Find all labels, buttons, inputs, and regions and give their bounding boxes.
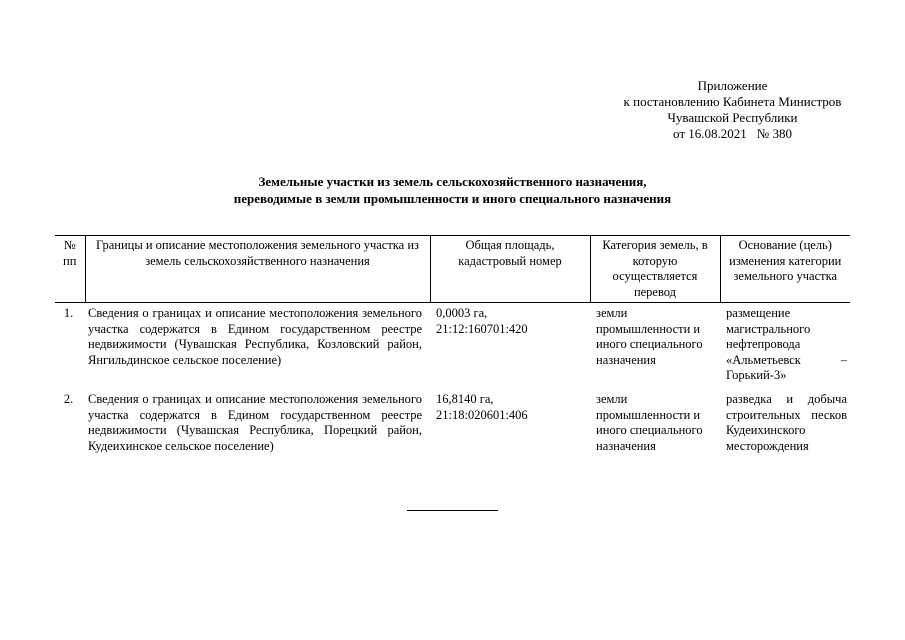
row-area: 16,8140 га, (436, 392, 494, 406)
header-category: Категория земель, в которую осуществляется перевод (590, 236, 720, 303)
appendix-resolution: к постановлению Кабинета Министров (623, 94, 842, 109)
appendix-republic: Чувашской Республики (667, 110, 798, 125)
row-cadastral-number: 21:18:020601:406 (436, 407, 528, 422)
header-area: Общая площадь, кадастровый номер (430, 236, 590, 303)
title-line-2: переводимые в земли промышленности и иного специального назначения (233, 191, 672, 206)
row-number: 1. (63, 306, 74, 320)
table-header-row (55, 236, 850, 303)
row-cadastral-number: 21:12:160701:420 (436, 321, 528, 336)
appendix-date-line (560, 126, 905, 142)
row-basis: разведка и добыча строительных песков Кудеихинского месторождения (726, 392, 847, 453)
row-number: 2. (63, 392, 74, 406)
end-divider (407, 510, 498, 511)
row-description: Сведения о границах и описание местоположения земельного участка содержатся в Едином государственном реестре недвижимости (Чувашская Республика, Козловский район, Янгильдинское сельское поселение) (88, 306, 422, 367)
header-description: Границы и описание местоположения земельного участка из земель сельскохозяйственного назначения (85, 236, 430, 303)
row-area: 0,0003 га, (436, 306, 488, 320)
header-basis: Основание (цель) изменения категории земельного участка (720, 236, 850, 303)
appendix-number: № 380 (756, 126, 792, 141)
row-area-cadastral (430, 392, 590, 454)
land-plots-table (55, 235, 850, 454)
table-row (55, 303, 850, 393)
appendix-block (560, 78, 905, 142)
document-title (0, 173, 905, 207)
row-category: земли промышленности и иного специального назначения (596, 306, 703, 367)
row-area-cadastral (430, 303, 590, 393)
appendix-label: Приложение (697, 78, 768, 93)
title-line-1: Земельные участки из земель сельскохозяйственного назначения, (258, 174, 647, 189)
row-basis: размещение магистрального нефтепровода «Альметьевск – Горький-3» (726, 306, 847, 382)
row-category: земли промышленности и иного специального назначения (596, 392, 703, 453)
header-number: № пп (55, 236, 85, 303)
row-description: Сведения о границах и описание местоположения земельного участка содержатся в Едином государственном реестре недвижимости (Чувашская Республика, Порецкий район, Кудеихинское сельское поселение) (88, 392, 422, 453)
table-row (55, 392, 850, 454)
appendix-date: от 16.08.2021 (673, 126, 747, 141)
